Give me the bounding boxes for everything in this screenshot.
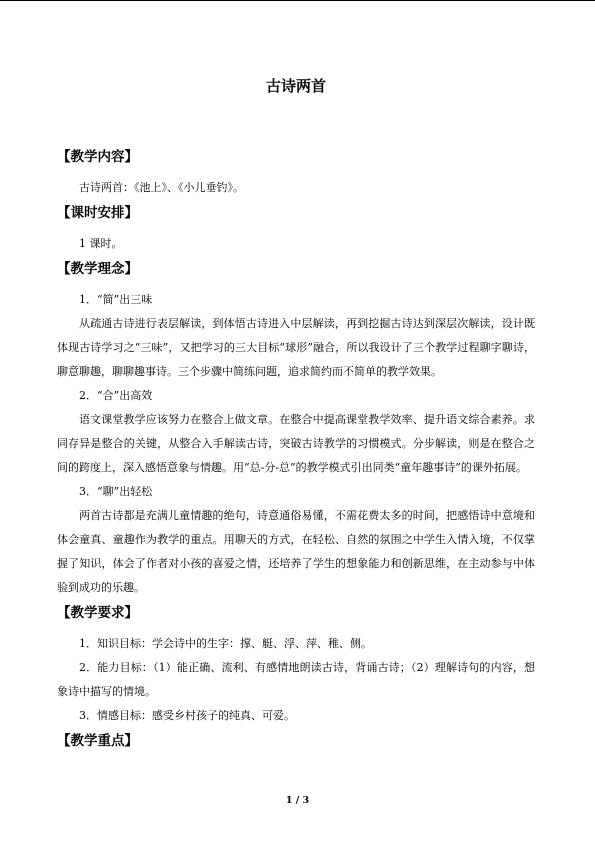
section-teaching-content	[57, 148, 535, 200]
paragraph: 3．情感目标：感受乡村孩子的纯真、可爱。	[79, 709, 295, 722]
paragraph: 两首古诗都是充满儿童情趣的绝句，诗意通俗易懂，不需花费太多的时间，把感悟诗中意境和体会童真、童趣作为教学的重点。用聊天的方式，在轻松、自然的氛围之中学生入情入境，不仅掌握了知识，体会了作者对小孩的喜爱之情，还培养了学生的想象能力和创新思维，在主动参与中体验到成功的乐趣。	[57, 509, 535, 594]
document-body	[57, 76, 535, 760]
section-heading: 【教学内容】	[57, 149, 138, 165]
section-heading: 【教学理念】	[57, 261, 138, 277]
section-heading: 【教学要求】	[57, 605, 138, 621]
paragraph: 古诗两首：《池上》、《小儿垂钓》。	[79, 181, 244, 194]
section-teaching-focus	[57, 732, 535, 751]
paragraph: 3．“聊”出轻松	[79, 485, 153, 498]
paragraph: 语文课堂教学应该努力在整合上做文章。在整合中提高课堂教学效率、提升语文综合素养。求同存异是整合的关键，从整合入手解读古诗，突破古诗教学的习惯模式。分步解读，则是在整合之间的跨度上，深入感悟意象与情趣。用“总-分-总”的教学模式引出同类“童年趣事诗”的课外拓展。	[57, 413, 535, 474]
paragraph: 1 课时。	[79, 237, 123, 250]
paragraph: 2．能力目标：（1）能正确、流利、有感情地朗读古诗，背诵古诗；（2）理解诗句的内容，想象诗中描写的情境。	[57, 661, 535, 698]
section-heading: 【教学重点】	[57, 733, 138, 749]
section-schedule	[57, 204, 535, 256]
paragraph: 1．知识目标：学会诗中的生字：撑、艇、浮、萍、稚、侧。	[79, 637, 372, 650]
paragraph: 2．“合”出高效	[79, 389, 153, 402]
page-number: 1 / 3	[285, 795, 310, 806]
section-heading: 【课时安排】	[57, 205, 138, 221]
document-title: 古诗两首	[265, 77, 326, 95]
paragraph: 从疏通古诗进行表层解读，到体悟古诗进入中层解读，再到挖掘古诗达到深层次解读，设计既体现古诗学习之“三味”，又把学习的三大目标“球形”融合，所以我设计了三个教学过程聊字聊诗，聊意聊趣，聊聊趣事诗。三个步骤中简练问题，追求简约而不简单的教学效果。	[57, 317, 535, 378]
section-teaching-requirements	[57, 604, 535, 728]
top-rule	[0, 0, 595, 1]
section-teaching-philosophy	[57, 260, 535, 600]
paragraph: 1．“简”出三味	[79, 293, 153, 306]
